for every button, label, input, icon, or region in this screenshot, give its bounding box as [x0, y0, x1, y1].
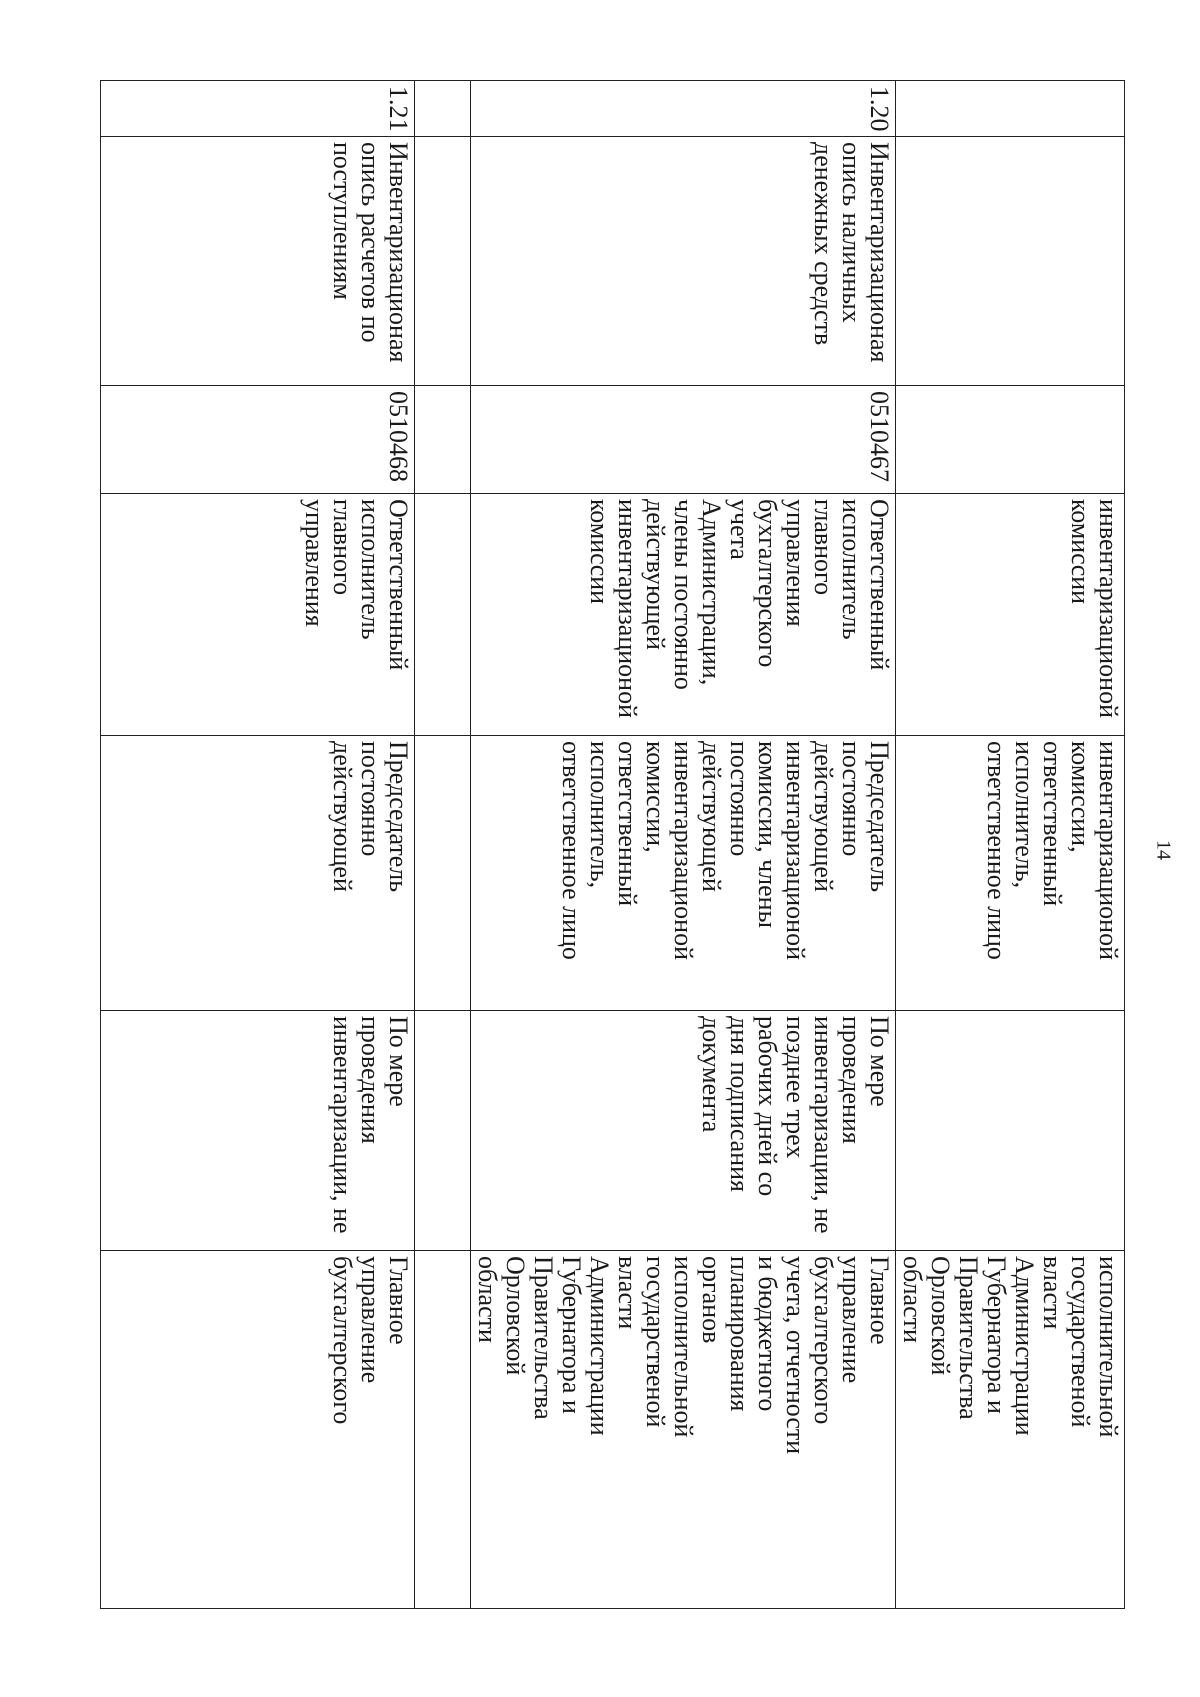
creator-cell: Ответственный исполнитель главного управления бухгалтерского учета Администрации, члены постоянно действующей инвентаризационой комиссии [471, 494, 896, 736]
rotated-table-container [100, 80, 1125, 1608]
document-name-cell: Инвентаризационая опись расчетов по поступлениям [101, 137, 415, 386]
form-code-cell: 0510467 [471, 386, 896, 494]
row-number-cell: 1.20 [471, 81, 896, 137]
empty-cell [415, 736, 471, 1011]
signer-cell: инвентаризационой комиссии, ответственный исполнитель, ответственное лицо [896, 736, 1125, 1011]
document-table [100, 80, 1125, 1609]
empty-cell [415, 386, 471, 494]
document-name-cell [896, 137, 1125, 386]
recipient-cell: Главное управление бухгалтерского [101, 1251, 415, 1609]
signer-cell: Председатель постоянно действующей инвентаризационой комиссии, члены постоянно действующей инвентаризационой комиссии, ответственный исполнитель, ответственное лицо [471, 736, 896, 1011]
recipient-cell: исполнительной государственой власти Администрации Губернатора и Правительства Орловской области [896, 1251, 1125, 1609]
empty-cell [415, 494, 471, 736]
empty-cell [415, 137, 471, 386]
row-number-cell [896, 81, 1125, 137]
form-code-cell [896, 386, 1125, 494]
deadline-cell [896, 1011, 1125, 1251]
deadline-cell: По мере проведения инвентаризации, не позднее трех рабочих дней со дня подписания документа [471, 1011, 896, 1251]
empty-cell [415, 81, 471, 137]
empty-cell [415, 1251, 471, 1609]
creator-cell: Ответственный исполнитель главного управления [101, 494, 415, 736]
page-number: 14 [1152, 840, 1175, 860]
empty-cell [415, 1011, 471, 1251]
document-name-cell: Инвентаризационая опись наличных денежных средств [471, 137, 896, 386]
signer-cell: Председатель постоянно действующей [101, 736, 415, 1011]
table-row-spacer [415, 81, 471, 1609]
row-number-cell: 1.21 [101, 81, 415, 137]
table-row [896, 81, 1125, 1609]
form-code-cell: 0510468 [101, 386, 415, 494]
table-row [471, 81, 896, 1609]
recipient-cell: Главное управление бухгалтерского учета, отчетности и бюджетного планирования органов исполнительной государственой власти Администрации Губернатора и Правительства Орловской области [471, 1251, 896, 1609]
creator-cell: инвентаризационой комиссии [896, 494, 1125, 736]
deadline-cell: По мере проведения инвентаризации, не [101, 1011, 415, 1251]
table-row [101, 81, 415, 1609]
